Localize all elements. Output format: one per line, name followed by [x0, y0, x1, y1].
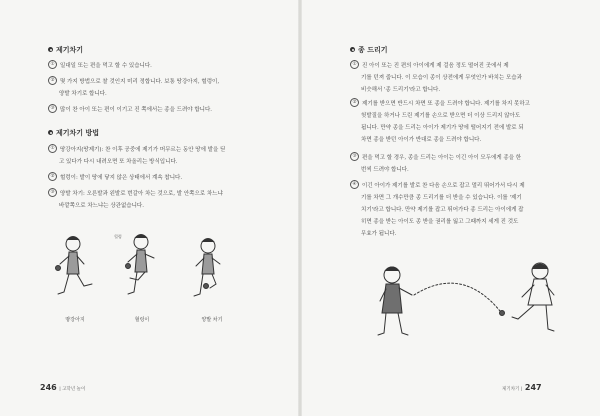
circled-number: ③ [48, 104, 57, 113]
running-head: 제기차기 | [502, 387, 523, 392]
running-head: | 고학년 놀이 [59, 387, 86, 392]
rule-item-3: ③ 많이 찬 아이 또는 편이 이기고 진 쪽에서는 종을 드려야 합니다. [48, 104, 212, 116]
bullet-icon [48, 130, 53, 135]
section-title-jong-deurigi: 종 드리기 [350, 45, 388, 55]
throw-trajectory [414, 283, 500, 311]
section-title-method: 제기차기 방법 [48, 128, 99, 138]
page-number: 247 [524, 383, 542, 392]
circled-number: ③ [350, 152, 359, 161]
circled-number: ① [48, 60, 57, 69]
caption-yangbal: 양발 차기 [201, 317, 223, 323]
bullet-icon [48, 47, 53, 52]
jong-item-3: ③ 편을 먹고 할 경우, 종을 드리는 아이는 이긴 아이 모두에게 종을 한 번씩 드려야 합니다. [350, 152, 521, 176]
circled-number: ① [350, 60, 359, 69]
circled-number: ③ [48, 188, 57, 197]
jong-deurigi-illustration [372, 255, 572, 345]
method-item-2: ② 헐렁이: 발이 땅에 닿지 않은 상태에서 계속 찹니다. [48, 172, 182, 184]
boy-ddanggangaji-figure [56, 237, 93, 295]
method-item-1: ① 땅강아지(땅제기): 찬 이후 공중에 제기가 머무르는 동안 땅에 발을 딛 고 있다가 다시 내려오면 또 차올리는 방식입니다. [48, 144, 225, 168]
page-number: 246 [40, 383, 57, 392]
right-folio [502, 383, 542, 392]
section-title-jegichagi: 제기차기 [48, 45, 83, 55]
caption-ddanggangaji: 땅강아지 [65, 317, 85, 323]
jong-item-1: ① 진 아이 또는 진 편의 아이에게 제 걸음 정도 떨어진 곳에서 제 기를 던져 줍니다. 이 모습이 종이 상전에게 무엇인가 바치는 모습과 비슷해서 '종 드리기'라고 합니다. [350, 60, 522, 96]
rule-item-2: ② 몇 가지 방법으로 찰 것인지 미리 정합니다. 보통 땅강아지, 헐렁이, 양발 차기로 합니다. [48, 76, 219, 100]
right-page [302, 0, 600, 416]
jegi-icon [500, 311, 505, 316]
girl-receiving-figure [512, 263, 554, 331]
rule-item-1: ① 일대일 또는 편을 먹고 할 수 있습니다. [48, 60, 152, 72]
boy-throwing-figure [378, 267, 412, 335]
caption-heolleongi: 헐렁이 [134, 317, 150, 323]
method-item-3: ③ 양발 차기: 오른발과 왼발로 번갈아 차는 것으로, 발 안쪽으로 차느냐 바깥쪽으로 차느냐는 상관없습니다. [48, 188, 223, 212]
jegi-kicking-illustration [40, 228, 240, 308]
circled-number: ① [48, 144, 57, 153]
jong-item-4: ④ 이긴 아이가 제기를 발로 찬 다음 손으로 잡고 멀리 뛰어가서 다시 제 기를 차면 그 개수만큼 종 드리기를 더 받을 수 있습니다. 이를 '제기 치기'라고 합니다. 만약 제기를 잡고 뛰어가다 종 드리는 아이에게 잡 히면 종을 받는 아이도 종 받을 권리를 잃고 그때까지 세게 진 것도 무효가 됩니다. [350, 180, 525, 240]
left-folio [40, 383, 85, 392]
circled-number: ② [48, 76, 57, 85]
heolleong-tag: 헐렁 [114, 234, 122, 239]
boy-yangbal-figure [194, 239, 220, 297]
bullet-icon [350, 47, 355, 52]
left-page [0, 0, 298, 416]
jong-item-2: ② 제기를 받으면 반드시 차면 또 종을 드려야 합니다. 제기를 차지 못하고 헛발질을 하거나 드린 제기를 손으로 받으면 더 이상 드리지 않아도 됩니다. 만약 종을 드리는 아이가 제기가 땅에 떨어지기 전에 발로 되 차면 종을 받던 아이가 반대로 종을 드려야 합니다. [350, 98, 530, 146]
circled-number: ② [48, 172, 57, 181]
circled-number: ② [350, 98, 359, 107]
boy-heolleongi-figure [126, 235, 155, 295]
circled-number: ④ [350, 180, 359, 189]
